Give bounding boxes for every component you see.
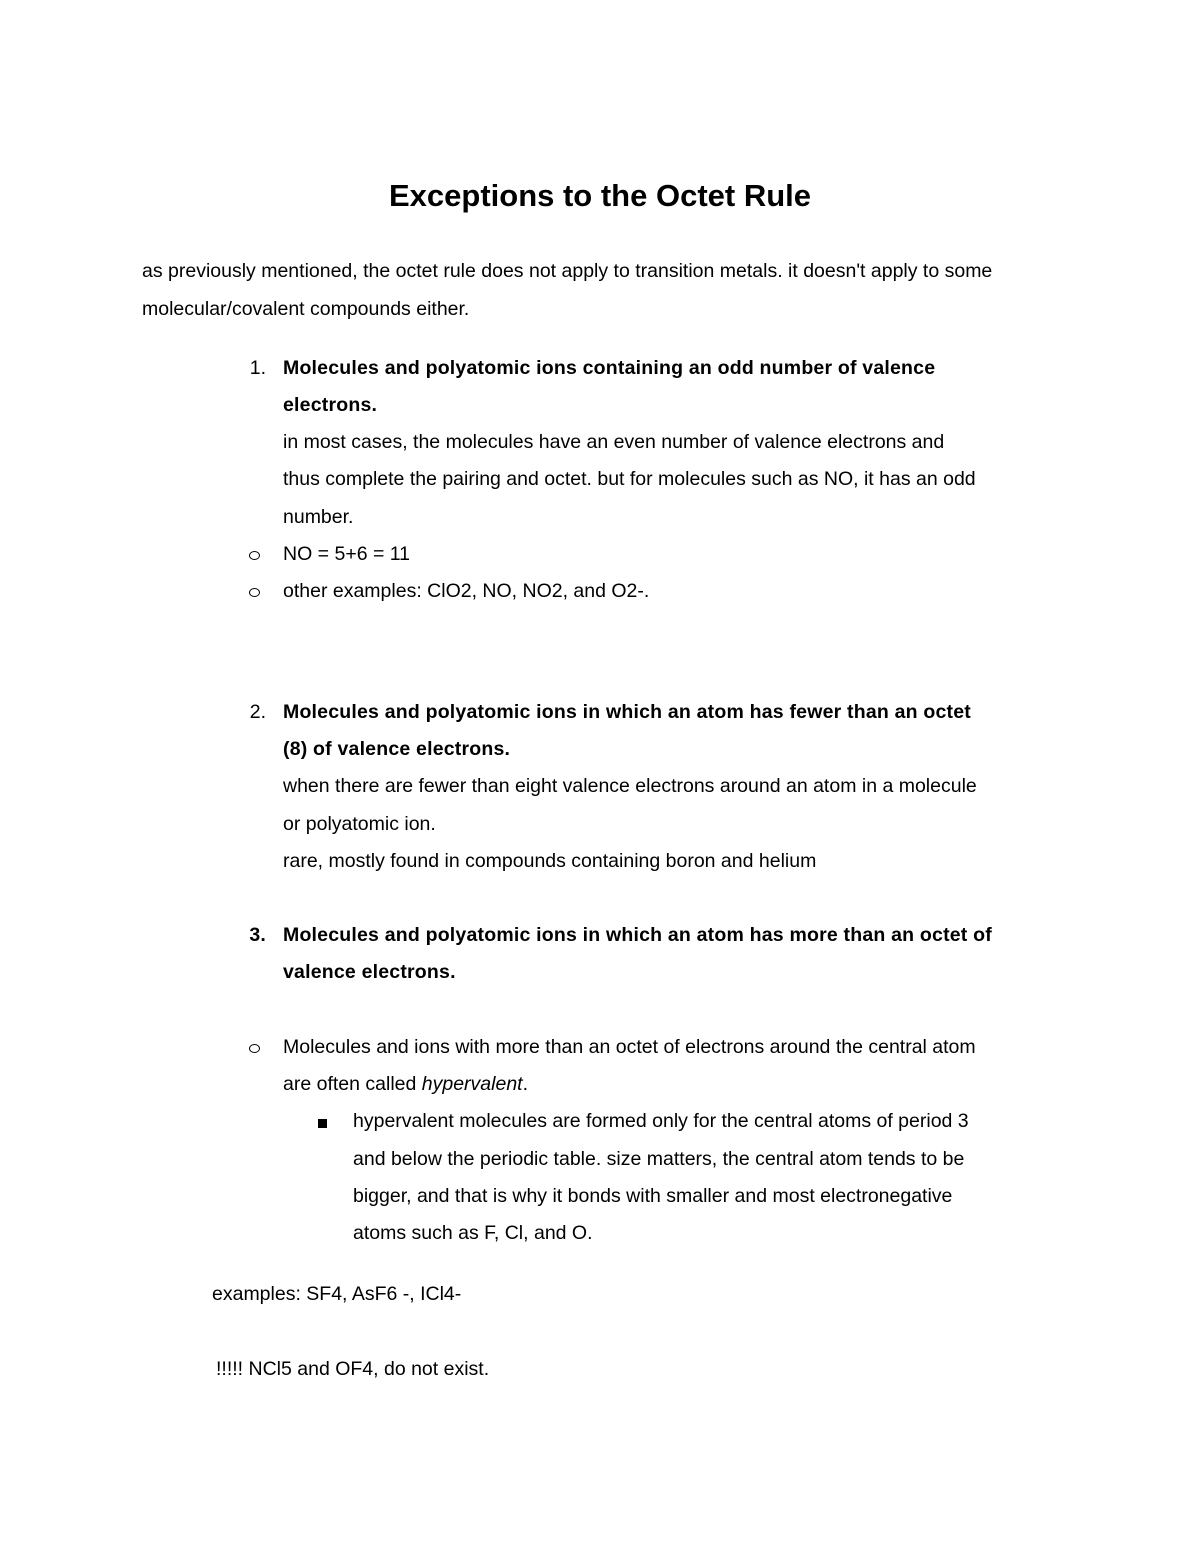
list-number-1: 1. xyxy=(249,357,266,379)
section1-body-line1: in most cases, the molecules have an even number of valence electrons and xyxy=(283,431,945,453)
section3-bullet-line2 xyxy=(283,1066,528,1104)
section1-heading-line2: electrons. xyxy=(283,394,378,416)
square-bullet-icon xyxy=(318,1119,327,1128)
section3-bullet-line2-suffix: . xyxy=(522,1073,529,1095)
examples-line: examples: SF4, AsF6 -, ICl4- xyxy=(212,1283,462,1305)
section2-body-line3: rare, mostly found in compounds containing boron and helium xyxy=(283,850,817,872)
section2-heading-line2: (8) of valence electrons. xyxy=(283,738,511,760)
circle-bullet-icon xyxy=(249,551,260,560)
circle-bullet-icon xyxy=(249,1044,260,1053)
list-number-2: 2. xyxy=(249,701,266,723)
section1-body-line3: number. xyxy=(283,506,354,528)
section3-sub-line1: hypervalent molecules are formed only for the central atoms of period 3 xyxy=(353,1110,969,1132)
section3-sub-line4: atoms such as F, Cl, and O. xyxy=(353,1222,593,1244)
section3-sub-line2: and below the periodic table. size matters, the central atom tends to be xyxy=(353,1148,965,1170)
hypervalent-term: hypervalent xyxy=(421,1073,523,1095)
section2-body-line2: or polyatomic ion. xyxy=(283,813,436,835)
section3-heading-line2: valence electrons. xyxy=(283,961,456,983)
intro-paragraph: as previously mentioned, the octet rule does not apply to transition metals. it doesn't apply to some molecular/covalent compounds either. xyxy=(142,260,993,320)
page-title: Exceptions to the Octet Rule xyxy=(388,178,811,213)
section2-heading-line1: Molecules and polyatomic ions in which an atom has fewer than an octet xyxy=(283,701,971,723)
section1-heading-line1: Molecules and polyatomic ions containing an odd number of valence xyxy=(283,357,936,379)
list-number-3: 3. xyxy=(249,924,266,946)
section1-bullet1: NO = 5+6 = 11 xyxy=(283,543,411,565)
section3-bullet-line1: Molecules and ions with more than an octet of electrons around the central atom xyxy=(283,1036,976,1058)
section1-bullet2: other examples: ClO2, NO, NO2, and O2-. xyxy=(283,580,650,602)
section3-heading-line1: Molecules and polyatomic ions in which an atom has more than an octet of xyxy=(283,924,992,946)
section1-body-line2: thus complete the pairing and octet. but for molecules such as NO, it has an odd xyxy=(283,468,976,490)
section3-sub-line3: bigger, and that is why it bonds with smaller and most electronegative xyxy=(353,1185,953,1207)
section3-bullet-line2-prefix: are often called xyxy=(283,1073,422,1095)
note-line: !!!!! NCl5 and OF4, do not exist. xyxy=(216,1358,490,1380)
circle-bullet-icon xyxy=(249,588,260,597)
section2-body-line1: when there are fewer than eight valence electrons around an atom in a molecule xyxy=(283,775,977,797)
